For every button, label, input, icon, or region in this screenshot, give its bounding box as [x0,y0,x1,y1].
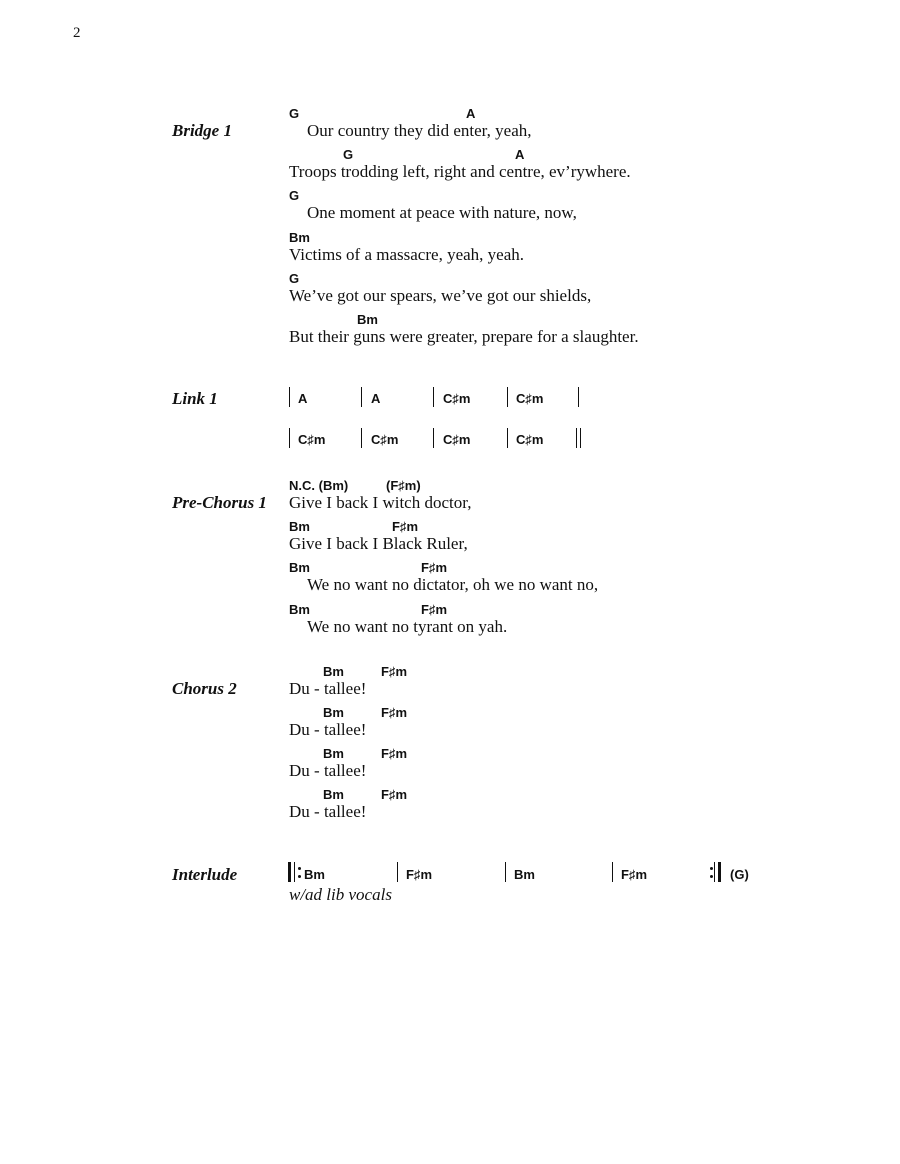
chord: Bm [323,664,344,679]
bar-line [361,387,362,407]
bar-line [433,387,434,407]
section-label-pre-chorus-1: Pre-Chorus 1 [172,493,267,512]
bar-line [397,862,398,882]
lyric-line: One moment at peace with nature, now, [307,203,577,222]
chord: G [289,188,300,203]
chord: C♯m [516,391,544,406]
lyric-line: Du - tallee! [289,720,367,739]
chord: Bm [323,705,344,720]
chord: A [515,147,525,162]
chord: (F♯m) [386,478,421,493]
chord: F♯m [381,746,407,761]
bar-line [612,862,613,882]
repeat-end-thin-bar [714,862,715,882]
chord: C♯m [371,432,399,447]
chord: N.C. (Bm) [289,478,349,493]
repeat-dot [298,867,301,870]
chord: C♯m [516,432,544,447]
chord: Bm [514,867,535,882]
lyric-line: Give I back I witch doctor, [289,493,472,512]
bar-line [507,387,508,407]
performance-note: w/ad lib vocals [289,885,392,904]
chord: G [343,147,354,162]
page-number: 2 [73,25,81,41]
repeat-dot [710,875,713,878]
lyric-line: Our country they did enter, yeah, [307,121,532,140]
chord: F♯m [406,867,432,882]
repeat-dot [710,867,713,870]
bar-line [505,862,506,882]
chord: Bm [323,746,344,761]
lyric-line: But their guns were greater, prepare for a slaughter. [289,327,639,346]
bar-line [433,428,434,448]
chord: F♯m [421,560,447,575]
section-label-bridge-1: Bridge 1 [172,121,232,140]
chord: Bm [323,787,344,802]
chord: A [371,391,381,406]
chord: F♯m [381,787,407,802]
chord: Bm [289,519,310,534]
bar-line [289,387,290,407]
lyric-line: Du - tallee! [289,761,367,780]
chord: Bm [289,230,310,245]
section-label-interlude: Interlude [172,865,238,884]
lyric-line: We’ve got our spears, we’ve got our shields, [289,286,592,305]
lyric-line: We no want no tyrant on yah. [307,617,508,636]
chord: Bm [289,602,310,617]
lyric-line: Give I back I Black Ruler, [289,534,468,553]
bar-line [361,428,362,448]
chord: A [298,391,308,406]
repeat-start-thick-bar [288,862,291,882]
chord: Bm [357,312,378,327]
repeat-start-thin-bar [294,862,295,882]
chord: G [289,106,300,121]
chord: F♯m [381,705,407,720]
lyric-line: Du - tallee! [289,679,367,698]
repeat-end-thick-bar [718,862,721,882]
bar-line [507,428,508,448]
chord: F♯m [421,602,447,617]
repeat-dot [298,875,301,878]
section-label-chorus-2: Chorus 2 [172,679,237,698]
chord: F♯m [621,867,647,882]
double-bar-line [576,428,577,448]
chord: F♯m [381,664,407,679]
lyric-line: Du - tallee! [289,802,367,821]
chord: F♯m [392,519,418,534]
bar-line [578,387,579,407]
chord: Bm [304,867,325,882]
chord: C♯m [443,432,471,447]
chord: Bm [289,560,310,575]
chord: G [289,271,300,286]
chord: C♯m [298,432,326,447]
section-label-link-1: Link 1 [172,389,218,408]
lyric-line: Victims of a massacre, yeah, yeah. [289,245,524,264]
lyric-line: Troops trodding left, right and centre, ev’rywhere. [289,162,631,181]
chord: C♯m [443,391,471,406]
bar-line [289,428,290,448]
chord: A [466,106,476,121]
chord: (G) [730,867,749,882]
lyric-line: We no want no dictator, oh we no want no, [307,575,599,594]
double-bar-line [580,428,581,448]
